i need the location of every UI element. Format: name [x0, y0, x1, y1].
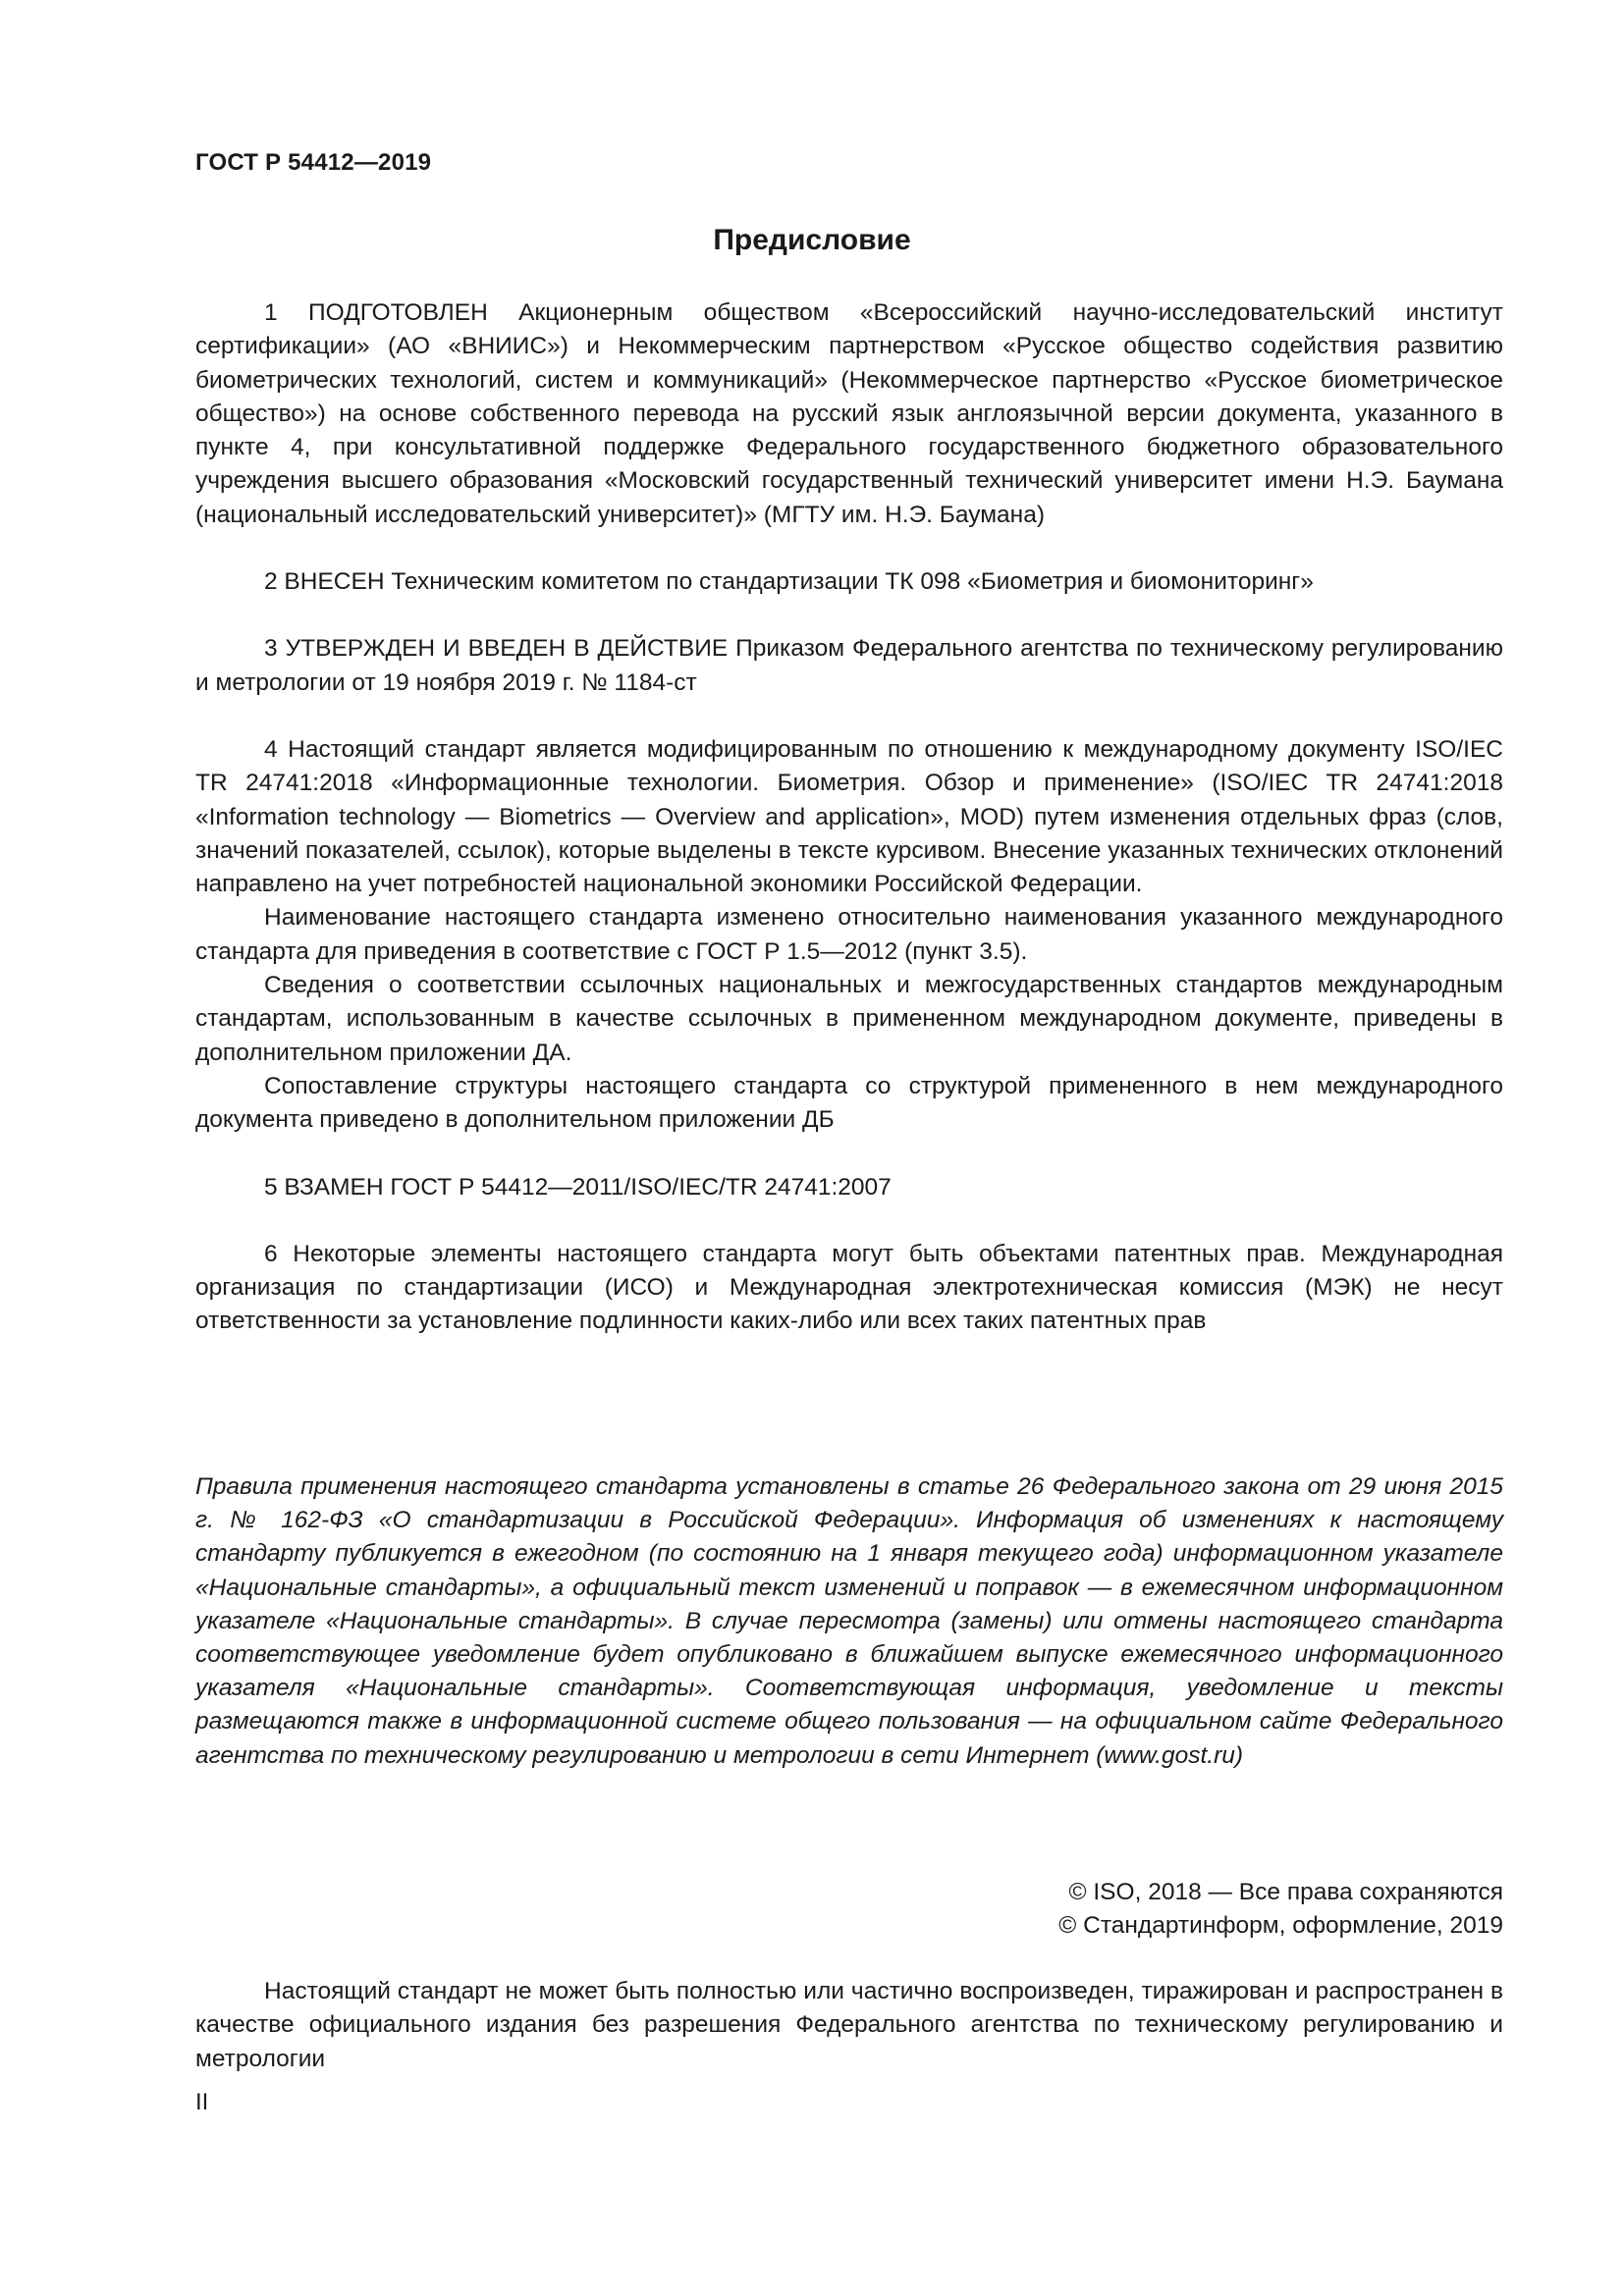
paragraph-prepared: 1 ПОДГОТОВЛЕН Акционерным обществом «Всероссийский научно-исследовательский институт сертификации» (АО «ВНИИС») и Некоммерческим партнерством «Русское общество содействия развитию биометрических технологий, систем и коммуникаций» (Некоммерческое партнерство «Русское биометрическое общество») на основе собственного перевода на русский язык англоязычной версии документа, указанного в пункте 4, при консультативной поддержке Федерального государственного бюджетного образовательного учреждения высшего образования «Московский государственный технический университет имени Н.Э. Баумана (национальный исследовательский университет)» (МГТУ им. Н.Э. Баумана) [195, 299, 1503, 528]
page-number: II [195, 2089, 209, 2115]
paragraph-structure: Сопоставление структуры настоящего стандарта со структурой примененного в нем международного документа приведено в дополнительном приложении ДБ [195, 1072, 1503, 1134]
paragraph-modified: 4 Настоящий стандарт является модифицированным по отношению к международному документу ISO/IEC TR 24741:2018 «Информационные технологии. Биометрия. Обзор и применение» (ISO/IEC TR 24741:2018 «Information technology — Biometrics — Overview and application», MOD) путем изменения отдельных фраз (слов, значений показателей, ссылок), которые выделены в тексте курсивом. Внесение указанных технических отклонений направлено на учет потребностей национальной экономики Российской Федерации. [195, 735, 1503, 898]
paragraph-replaces: 5 ВЗАМЕН ГОСТ Р 54412—2011/ISO/IEC/TR 24741:2007 [264, 1173, 892, 1201]
copyright-standartinform: © Стандартинформ, оформление, 2019 [1058, 1912, 1503, 1939]
reproduction-notice: Настоящий стандарт не может быть полностью или частично воспроизведен, тиражирован и распространен в качестве официального издания без разрешения Федерального агентства по техническому регулированию и метрологии [195, 1978, 1503, 2072]
document-code: ГОСТ Р 54412—2019 [195, 149, 432, 176]
foreword-body [195, 296, 1503, 1339]
copyright-iso: © ISO, 2018 — Все права сохраняются [1068, 1879, 1503, 1905]
paragraph-introduced: 2 ВНЕСЕН Техническим комитетом по стандартизации ТК 098 «Биометрия и биомониторинг» [264, 568, 1314, 596]
paragraph-approved: 3 УТВЕРЖДЕН И ВВЕДЕН В ДЕЙСТВИЕ Приказом Федерального агентства по техническому регулированию и метрологии от 19 ноября 2019 г. № 1184-ст [195, 635, 1503, 696]
paragraph-references: Сведения о соответствии ссылочных национальных и межгосударственных стандартов международным стандартам, использованным в качестве ссылочных в примененном международном документе, приведены в дополнительном приложении ДА. [195, 972, 1503, 1066]
copyright-block [195, 1876, 1503, 1943]
application-rules-notice: Правила применения настоящего стандарта установлены в статье 26 Федерального закона от 29 июня 2015 г. № 162-ФЗ «О стандартизации в Российской Федерации». Информация об изменениях к настоящему стандарту публикуется в ежегодном (по состоянию на 1 января текущего года) информационном указателе «Национальные стандарты», а официальный текст изменений и поправок — в ежемесячном информационном указателе «Национальные стандарты». В случае пересмотра (замены) или отмены настоящего стандарта соответствующее уведомление будет опубликовано в ближайшем выпуске ежемесячного информационного указателя «Национальные стандарты». Соответствующая информация, уведомление и тексты размещаются также в информационной системе общего пользования — на официальном сайте Федерального агентства по техническому регулированию и метрологии в сети Интернет (www.gost.ru) [195, 1473, 1503, 1769]
paragraph-title-change: Наименование настоящего стандарта изменено относительно наименования указанного международного стандарта для приведения в соответствие с ГОСТ Р 1.5—2012 (пункт 3.5). [195, 904, 1503, 965]
page-title: Предисловие [713, 224, 911, 256]
paragraph-patents: 6 Некоторые элементы настоящего стандарта могут быть объектами патентных прав. Международная организация по стандартизации (ИСО) и Международная электротехническая комиссия (МЭК) не несут ответственности за установление подлинности каких-либо или всех таких патентных прав [195, 1240, 1503, 1335]
